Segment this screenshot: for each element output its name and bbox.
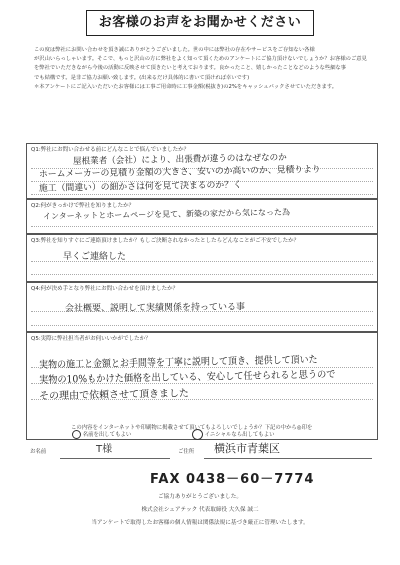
selected-circle-icon xyxy=(192,429,203,440)
question-4-label: Q4:何が決め手となり弊社にお問い合わせを頂けましたか？ xyxy=(31,286,179,292)
option-label: イニシャルなら出してもよい xyxy=(204,432,275,438)
question-3-label: Q3:弊社を知りすぐにご連絡頂けましたか？もしご決断されなかったとしたらどんなことがご不安でしたか？ xyxy=(31,238,300,244)
thanks-text: ご協力ありがとうございました。 xyxy=(158,494,242,500)
radio-circle-icon xyxy=(72,430,81,439)
question-3-box xyxy=(26,234,378,282)
answer-1-line: 屋根業者（会社）により、出張費が違うのはなぜなのか xyxy=(72,153,287,167)
publish-consent-prompt: この内容をインターネットや印刷物に掲載させて頂いてもよろしいでしょうか？下記の中から◎印を xyxy=(71,425,313,431)
intro-line: を弊社でいただきながら今後の活動に反映させて頂きたいと考えております。良かったこと、嬉しかったことなどのような些細な事 xyxy=(34,65,347,72)
address-label: ご住所 xyxy=(178,449,195,455)
option-label: 名前を出してもよい xyxy=(82,432,132,438)
option-name-ok[interactable] xyxy=(72,430,131,439)
fax-number: FAX 0438－60－7774 xyxy=(150,472,315,487)
question-2-box xyxy=(26,199,378,234)
question-4-box xyxy=(26,282,378,332)
name-value: T様 xyxy=(96,444,113,455)
question-5-label: Q5:実際に弊社担当者がお伺いいかがでしたか？ xyxy=(31,336,151,342)
question-5-box xyxy=(26,332,378,440)
question-1-label: Q1:弊社にお問い合わせる前にどんなことで悩んでいましたか？ xyxy=(31,147,190,153)
intro-text xyxy=(34,46,370,92)
address-value: 横浜市青葉区 xyxy=(214,442,280,455)
answer-5-line: 実物の施工と金額とお手間等を丁寧に説明して頂き、提供して頂いた xyxy=(38,354,318,371)
answer-2-line: インターネットとホームページを見て、新築の家だから気になった為 xyxy=(42,207,291,221)
company-text: 株式会社シェアテック 代表取締役 大久保 誠二 xyxy=(141,507,259,513)
option-initial-ok[interactable] xyxy=(192,429,274,440)
name-label: お名前 xyxy=(30,449,47,455)
answer-4-line: 会社概要、説明して実績関係を持っている事 xyxy=(64,302,246,314)
privacy-text: 当アンケートで取得したお客様の個人情報は関係法規に基づき厳正に管理いたします。 xyxy=(91,520,309,526)
intro-line: が沢山いらっしゃいます。そこで、もっと沢山の方に弊社をよく知って頂くためのアンケートにご協力頂けないでしょうか？お客様のご意見 xyxy=(34,56,367,63)
answer-1-line: 施工（間違い）の細かさは何を見て決まるのか？く xyxy=(38,180,242,194)
answer-5-line: 実物の10%もかけた価格を出している、安心して任せられると思うので xyxy=(38,369,336,386)
answer-5-line: その理由で依頼させて頂きました xyxy=(38,388,190,402)
question-2-label: Q2:何がきっかけで弊社を知りましたか？ xyxy=(31,203,135,209)
intro-line: ＊本アンケートにご記入いただいたお客様には工事ご用命時に工事金額(税抜き)の2%をキャッシュバックさせていただきます。 xyxy=(34,83,338,90)
question-1-box xyxy=(26,143,378,199)
intro-line: でも結構です。是非ご協力お願い致します。(出来るだけ具体的に書いて頂ければ幸いです) xyxy=(34,74,250,81)
answer-3-line: 早くご連絡した xyxy=(63,252,127,262)
answer-1-line: ホームメーカーの見積り金額の大きさ、安いのか高いのか、見積りより xyxy=(38,164,321,180)
form-title: お客様のお声をお聞かせください xyxy=(86,10,314,36)
intro-line: この度は弊社にお問い合わせを頂き誠にありがとうございました。世の中には弊社の存在やサービスをご存知ない各様 xyxy=(34,47,315,53)
